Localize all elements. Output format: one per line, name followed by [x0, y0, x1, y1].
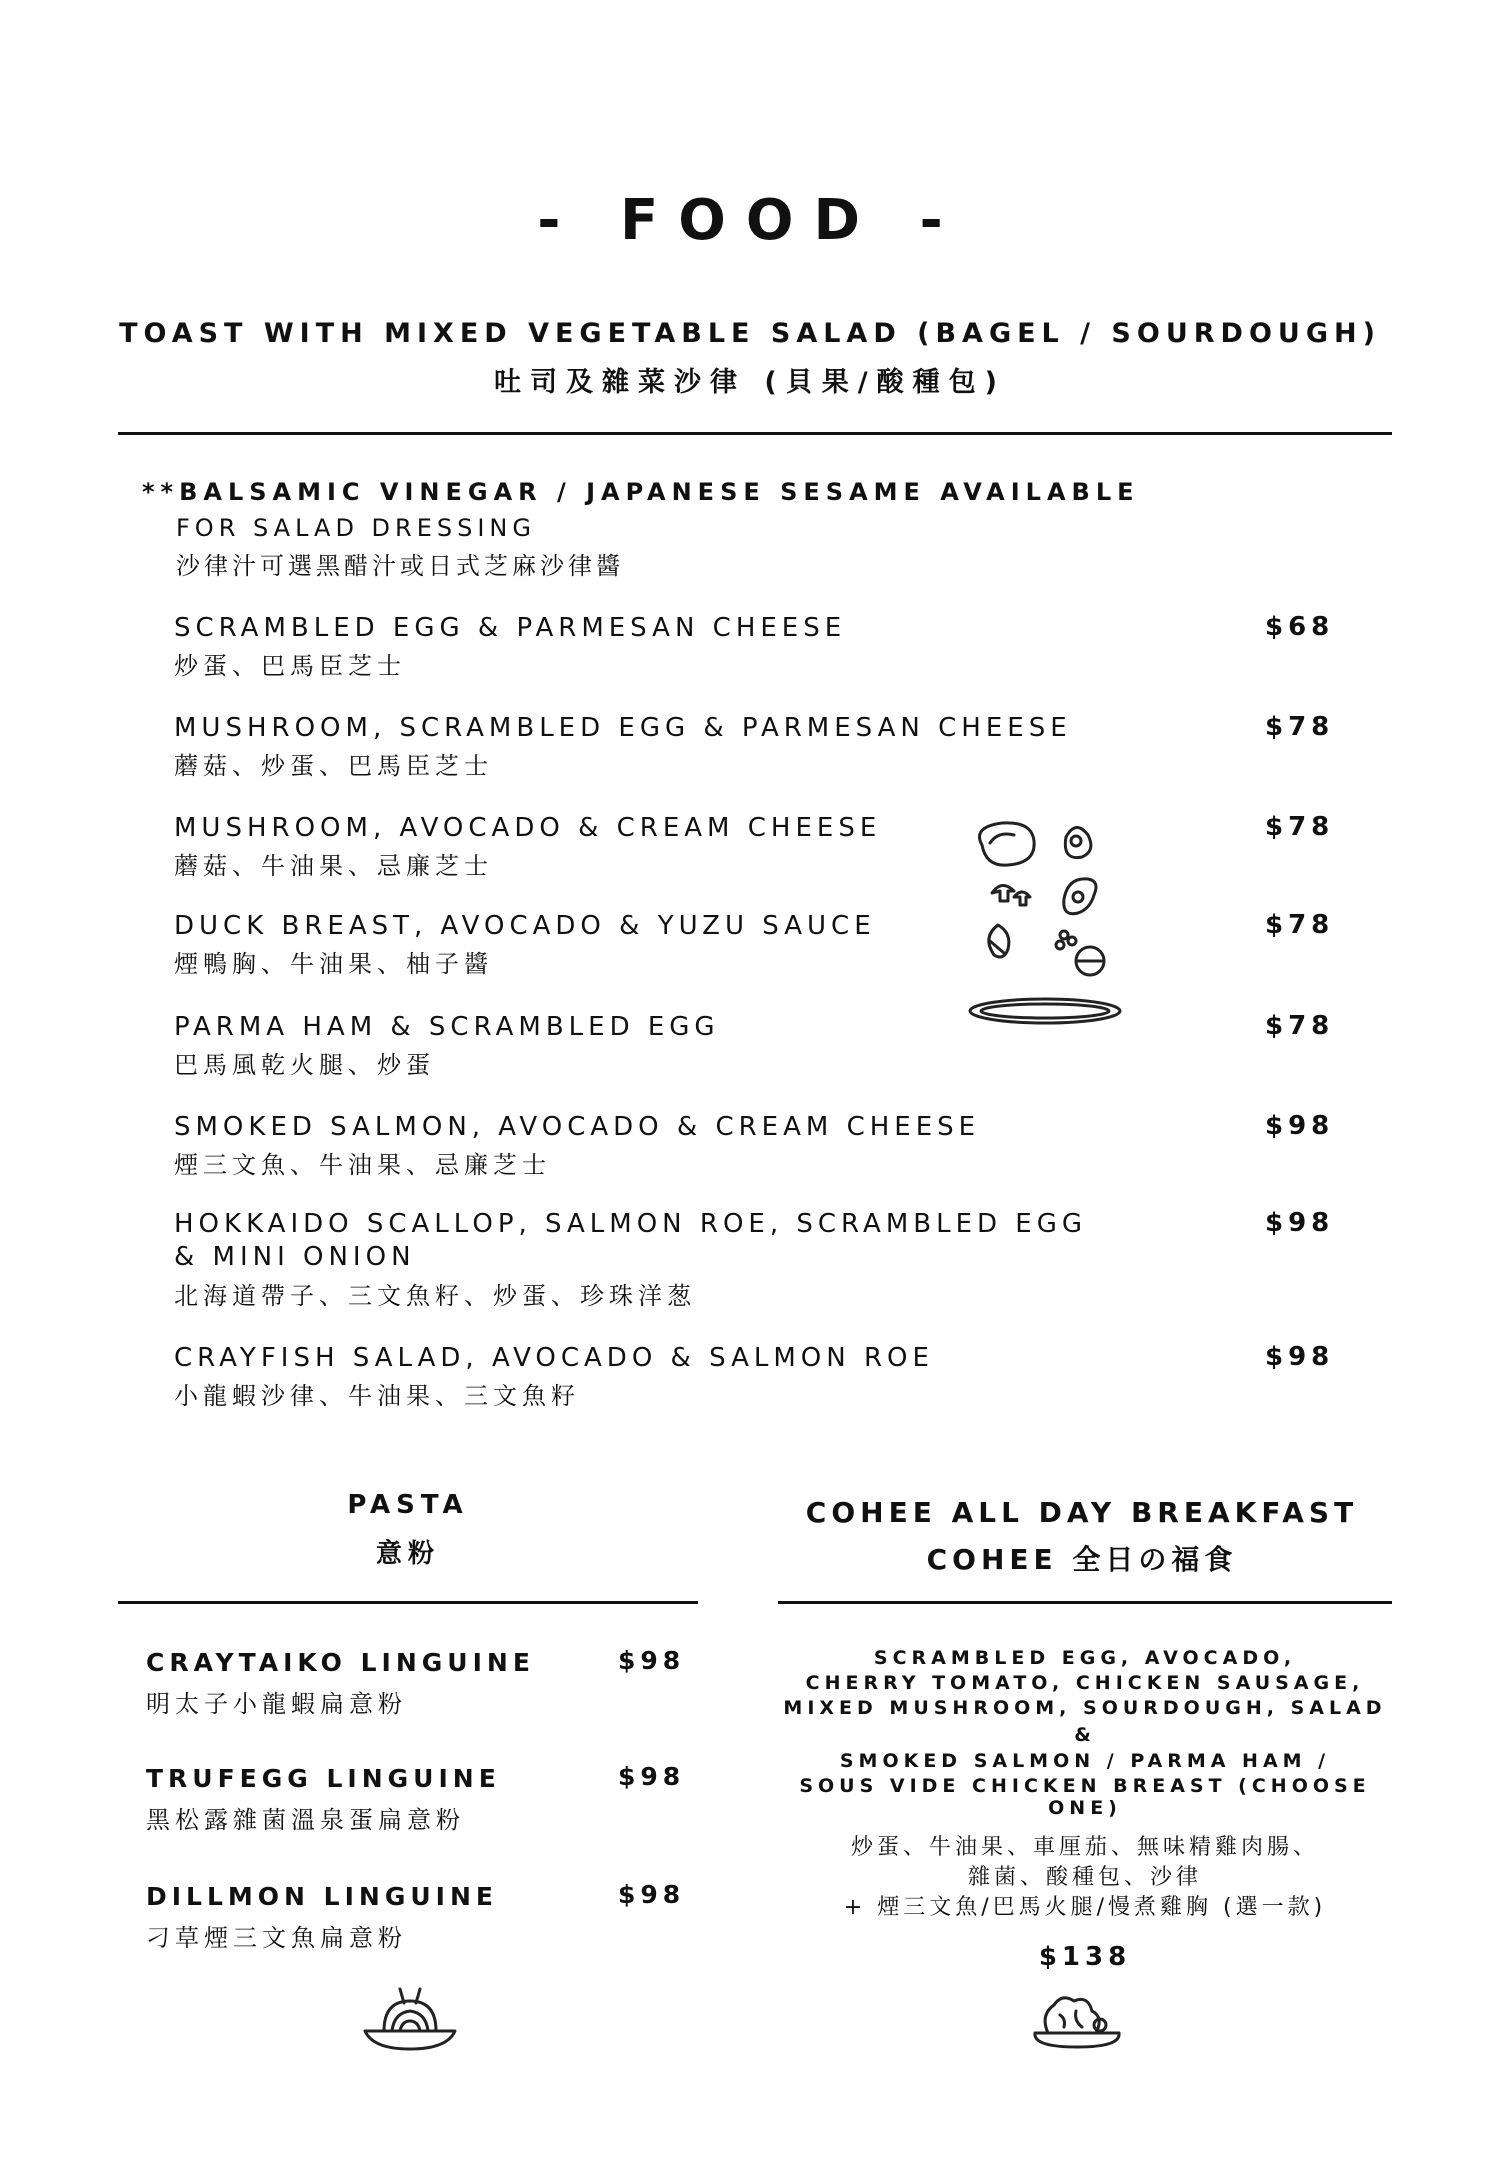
- toast-heading-zh: 吐司及雜菜沙律 (貝果/酸種包): [494, 367, 1006, 398]
- dressing-note-line1: **BALSAMIC VINEGAR / JAPANESE SESAME AVAILABLE: [142, 478, 1140, 506]
- menu-item-price: $68: [1265, 612, 1335, 642]
- dressing-note-line3: 沙律汁可選黑醋汁或日式芝麻沙律醬: [176, 552, 624, 580]
- pasta-plate-icon: [360, 1985, 460, 2055]
- pasta-item-name: TRUFEGG LINGUINE: [146, 1764, 501, 1793]
- pasta-heading-en: PASTA: [347, 1490, 469, 1520]
- breakfast-line: CHERRY TOMATO, CHICKEN SAUSAGE,: [805, 1672, 1365, 1694]
- menu-item-name-zh: 煙三文魚、牛油果、忌廉芝士: [174, 1151, 551, 1179]
- pasta-item-name: DILLMON LINGUINE: [146, 1882, 498, 1911]
- breakfast-line: SOUS VIDE CHICKEN BREAST (CHOOSE ONE): [799, 1775, 1371, 1819]
- menu-item-name-zh: 北海道帶子、三文魚籽、炒蛋、珍珠洋葱: [174, 1282, 696, 1310]
- breakfast-line: &: [1074, 1724, 1096, 1746]
- toast-heading-en: TOAST WITH MIXED VEGETABLE SALAD (BAGEL / SOURDOUGH): [119, 318, 1381, 349]
- page-title: - FOOD -: [537, 188, 963, 253]
- breakfast-heading-en: COHEE ALL DAY BREAKFAST: [805, 1496, 1359, 1529]
- menu-item-price: $78: [1265, 712, 1335, 742]
- pasta-item-name-zh: 黑松露雜菌溫泉蛋扁意粉: [146, 1806, 465, 1834]
- breakfast-line: SCRAMBLED EGG, AVOCADO,: [873, 1647, 1297, 1669]
- food-ingredients-icon: [960, 815, 1130, 1030]
- menu-item-price: $98: [1265, 1208, 1335, 1238]
- menu-item-name-zh: 蘑菇、炒蛋、巴馬臣芝士: [174, 752, 493, 780]
- breakfast-divider: [778, 1601, 1392, 1604]
- menu-item-price: $78: [1265, 812, 1335, 842]
- pasta-item-name: CRAYTAIKO LINGUINE: [146, 1648, 535, 1677]
- breakfast-zh-line: + 煙三文魚/巴馬火腿/慢煮雞胸 (選一款): [843, 1895, 1327, 1920]
- menu-item-price: $98: [1265, 1111, 1335, 1141]
- pasta-item-name-zh: 明太子小龍蝦扁意粉: [146, 1690, 407, 1718]
- breakfast-price: $138: [1038, 1942, 1132, 1972]
- menu-item-name: HOKKAIDO SCALLOP, SALMON ROE, SCRAMBLED EGG: [174, 1209, 1088, 1239]
- menu-item-name-zh: 小龍蝦沙律、牛油果、三文魚籽: [174, 1382, 580, 1410]
- pasta-item-price: $98: [618, 1880, 686, 1909]
- pasta-heading-zh: 意粉: [375, 1539, 440, 1569]
- pasta-item-price: $98: [618, 1646, 686, 1675]
- breakfast-heading-zh: COHEE 全日の福食: [926, 1543, 1238, 1576]
- salad-plate-icon: [1030, 1985, 1125, 2055]
- breakfast-line: SMOKED SALMON / PARMA HAM /: [839, 1750, 1331, 1772]
- menu-item-name: PARMA HAM & SCRAMBLED EGG: [174, 1012, 720, 1042]
- menu-item-price: $78: [1265, 910, 1335, 940]
- menu-item-name: CRAYFISH SALAD, AVOCADO & SALMON ROE: [174, 1343, 934, 1373]
- pasta-item-name-zh: 刁草煙三文魚扁意粉: [146, 1924, 407, 1952]
- pasta-item-price: $98: [618, 1762, 686, 1791]
- menu-item-name-zh: 巴馬風乾火腿、炒蛋: [174, 1051, 435, 1079]
- dressing-note-line2: FOR SALAD DRESSING: [176, 514, 536, 542]
- menu-item-name: SMOKED SALMON, AVOCADO & CREAM CHEESE: [174, 1112, 981, 1142]
- menu-item-name: SCRAMBLED EGG & PARMESAN CHEESE: [174, 613, 847, 643]
- toast-divider: [118, 432, 1392, 435]
- menu-item-name: MUSHROOM, AVOCADO & CREAM CHEESE: [174, 813, 882, 843]
- menu-item-price: $78: [1265, 1011, 1335, 1041]
- breakfast-zh-line: 炒蛋、牛油果、車厘茄、無味精雞肉腸、: [850, 1835, 1319, 1860]
- breakfast-line: MIXED MUSHROOM, SOURDOUGH, SALAD: [783, 1697, 1387, 1719]
- menu-item-name-zh: 炒蛋、巴馬臣芝士: [174, 652, 406, 680]
- menu-item-name-zh: 煙鴨胸、牛油果、柚子醬: [174, 950, 493, 978]
- menu-item-name: DUCK BREAST, AVOCADO & YUZU SAUCE: [174, 911, 876, 941]
- breakfast-zh-line: 雜菌、酸種包、沙律: [967, 1865, 1202, 1890]
- menu-item-name: MUSHROOM, SCRAMBLED EGG & PARMESAN CHEESE: [174, 713, 1072, 743]
- menu-item-name-line2: & MINI ONION: [174, 1242, 416, 1272]
- pasta-divider: [118, 1601, 698, 1604]
- menu-item-price: $98: [1265, 1342, 1335, 1372]
- menu-item-name-zh: 蘑菇、牛油果、忌廉芝士: [174, 852, 493, 880]
